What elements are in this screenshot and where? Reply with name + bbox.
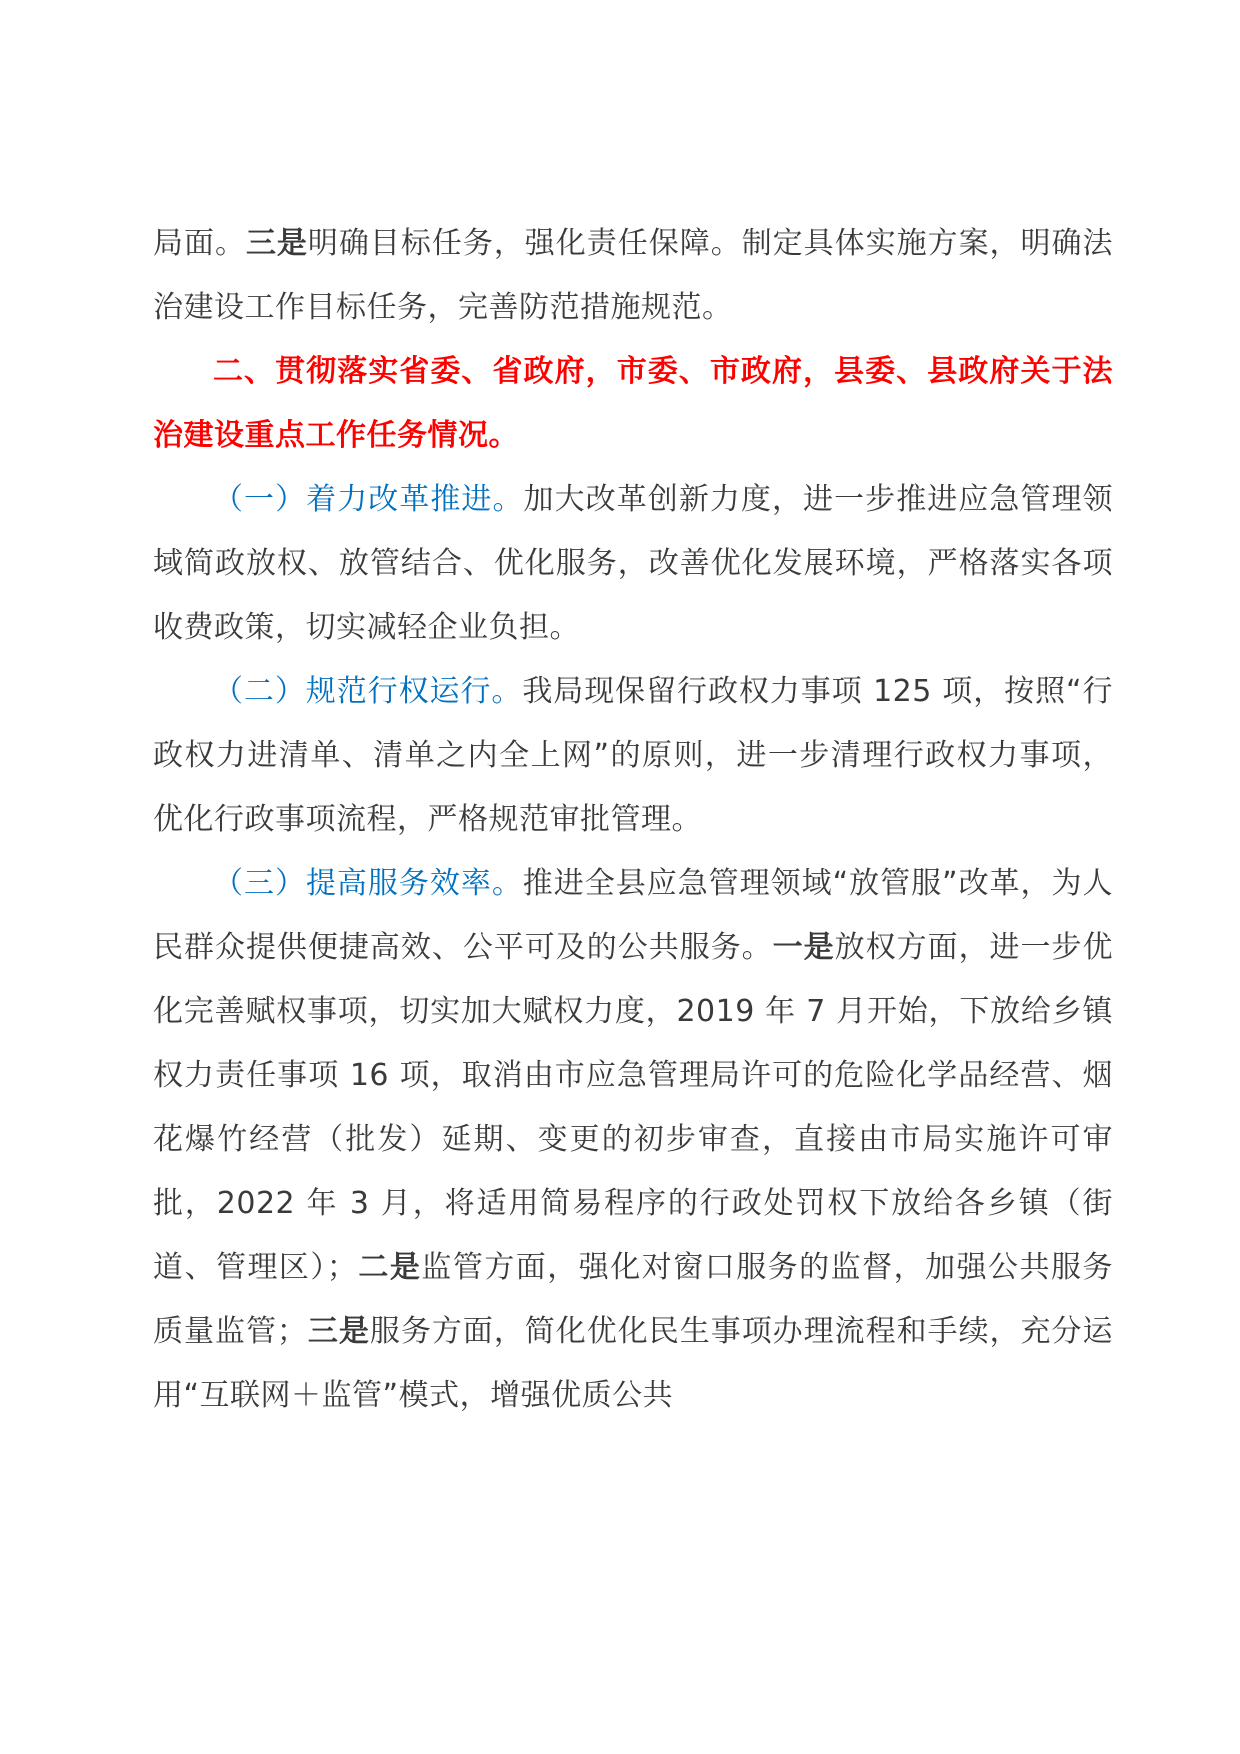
paragraph-reform xyxy=(153,468,1113,660)
paragraph-text: 推进全县应急管理领域“放管服”改革，为人民群众提供便捷高效、公平可及的公共服务。 xyxy=(153,866,1113,965)
paragraph-goals xyxy=(153,212,1113,340)
paragraph-text: 服务方面，简化优化民生事项办理流程和手续，充分运用“互联网＋监管”模式，增强优质公共 xyxy=(153,1314,1114,1413)
paragraph-service xyxy=(153,852,1113,1428)
paragraph-text: 我局现保留行政权力事项 125 项，按照“行政权力进清单、清单之内全上网”的原则，进一步清理行政权力事项，优化行政事项流程，严格规范审批管理。 xyxy=(153,674,1114,837)
paragraph-text: 明确目标任务，强化责任保障。制定具体实施方案，明确法治建设工作目标任务，完善防范措施规范。 xyxy=(153,226,1114,325)
subheading-3: （三）提高服务效率。 xyxy=(213,866,523,901)
document-body xyxy=(153,212,1113,1428)
paragraph-text: 加大改革创新力度，进一步推进应急管理领域简政放权、放管结合、优化服务，改善优化发展环境，严格落实各项收费政策，切实减轻企业负担。 xyxy=(153,482,1114,645)
emphasis-first: 一是 xyxy=(772,930,835,965)
subheading-1: （一）着力改革推进。 xyxy=(213,482,524,517)
section-heading-2: 二、贯彻落实省委、省政府，市委、市政府，县委、县政府关于法治建设重点工作任务情况。 xyxy=(153,354,1113,453)
emphasis-second: 二是 xyxy=(357,1250,422,1285)
emphasis-third: 三是 xyxy=(307,1314,370,1349)
paragraph-text: 监管方面，强化对窗口服务的监督，加强公共服务质量监管； xyxy=(153,1250,1114,1349)
subheading-2: （二）规范行权运行。 xyxy=(213,674,523,709)
paragraph-power xyxy=(153,660,1113,852)
paragraph-text: 局面。 xyxy=(153,226,246,261)
emphasis-third: 三是 xyxy=(245,226,308,261)
paragraph-text: 放权方面，进一步优化完善赋权事项，切实加大赋权力度，2019 年 7 月开始，下放给乡镇权力责任事项 16 项，取消由市应急管理局许可的危险化学品经营、烟花爆竹经营（批发）延期、变更的初步审查，直接由市局实施许可审批，2022 年 3 月，将适用简易程序的行政处罚权下放给各乡镇（街道、管理区）； xyxy=(153,930,1114,1285)
